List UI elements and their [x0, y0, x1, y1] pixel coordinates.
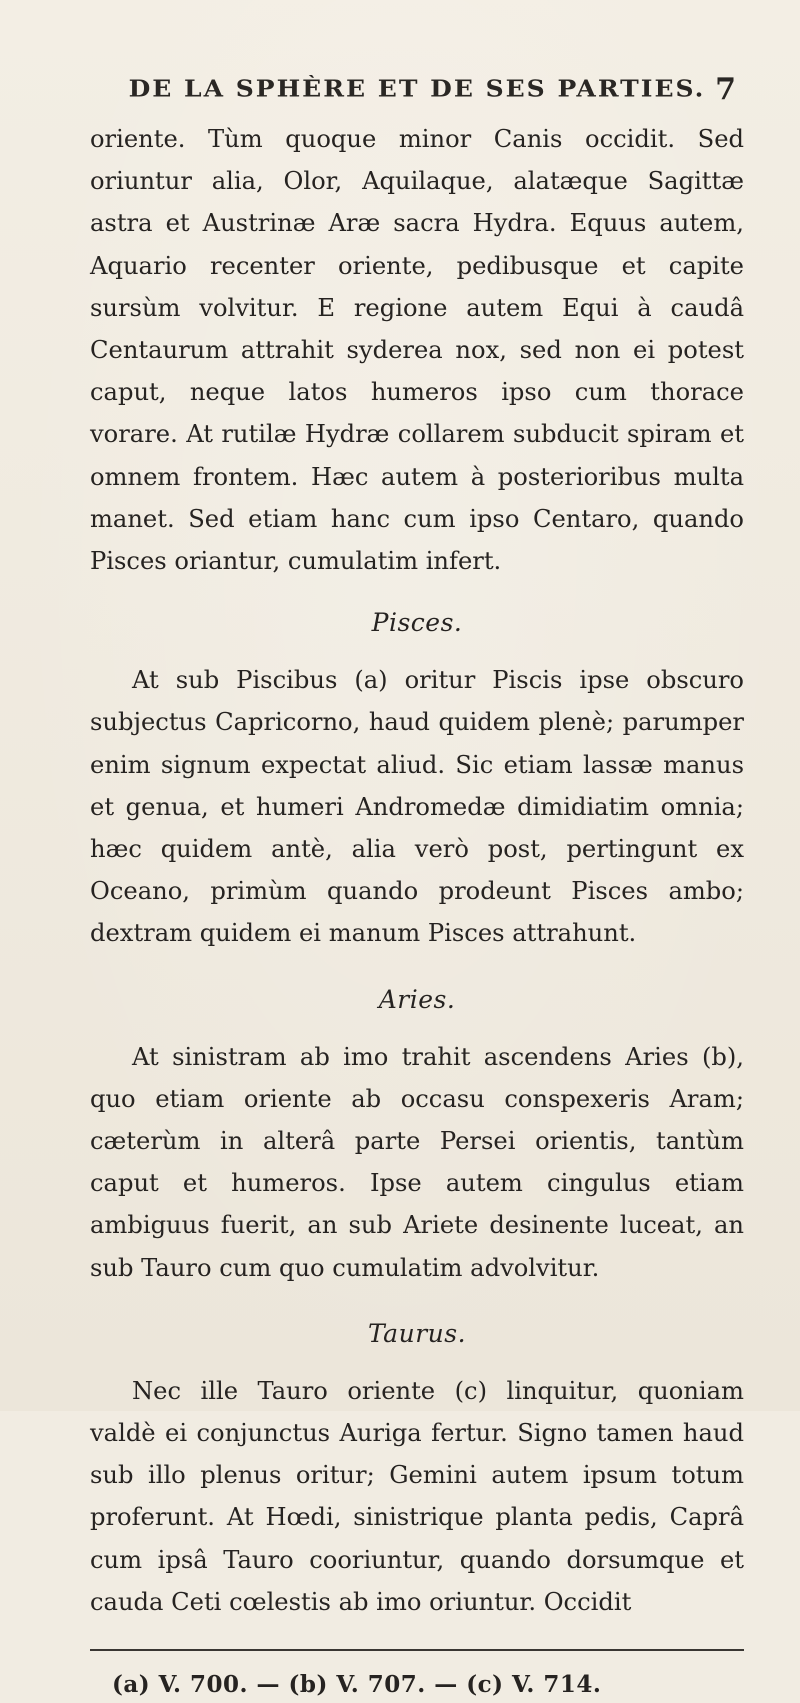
paragraph-aries: At sinistram ab imo trahit ascendens Aries (b), quo etiam oriente ab occasu conspexeris Aram; cæterùm in alterâ parte Persei orientis, tantùm caput et humeros. Ipse autem cingulus etiam ambiguus fuerit, an sub Ariete desinente luceat, an sub Tauro cum quo cumulatim advolvitur. — [90, 1042, 744, 1282]
section-heading-pisces: Pisces. — [371, 608, 463, 638]
footnote-divider — [90, 1649, 744, 1651]
paragraph-taurus: Nec ille Tauro oriente (c) linquitur, quoniam valdè ei conjunctus Auriga fertur. Signo tamen haud sub illo plenus oritur; Gemini autem ipsum totum proferunt. At Hœdi, sinistrique planta pedis, Caprâ cum ipsâ Tauro cooriuntur, quando dorsumque et cauda Ceti cœlestis ab imo oriuntur. Occidit — [90, 1376, 744, 1616]
page-number: 7 — [715, 72, 738, 107]
section-heading-taurus: Taurus. — [367, 1318, 467, 1348]
running-header — [90, 74, 744, 118]
paragraph-intro: oriente. Tùm quoque minor Canis occidit. Sed oriuntur alia, Olor, Aquilaque, alatæque Sagittæ astra et Austrinæ Aræ sacra Hydra. Equus autem, Aquario recenter oriente, pedibusque et capite sursùm volvitur. E regione autem Equi à caudâ Centaurum attrahit syderea nox, sed non ei potest caput, neque latos humeros ipso cum thorace vorare. At rutilæ Hydræ collarem subducit spiram et omnem frontem. Hæc autem à posterioribus multa manet. Sed etiam hanc cum ipso Centaro, quando Pisces oriantur, cumulatim infert. — [90, 125, 744, 576]
section-heading-aries: Aries. — [378, 984, 456, 1014]
running-title: DE LA SPHÈRE ET DE SES PARTIES. — [128, 75, 706, 102]
footnote: (a) V. 700. — (b) V. 707. — (c) V. 714. — [112, 1671, 602, 1699]
paragraph-pisces: At sub Piscibus (a) oritur Piscis ipse obscuro subjectus Capricorno, haud quidem plenè; parumper enim signum expectat aliud. Sic etiam lassæ manus et genua, et humeri Andromedæ dimidiatim omnia; hæc quidem antè, alia verò post, pertingunt ex Oceano, primùm quando prodeunt Pisces ambo; dextram quidem ei manum Pisces attrahunt. — [90, 666, 744, 948]
